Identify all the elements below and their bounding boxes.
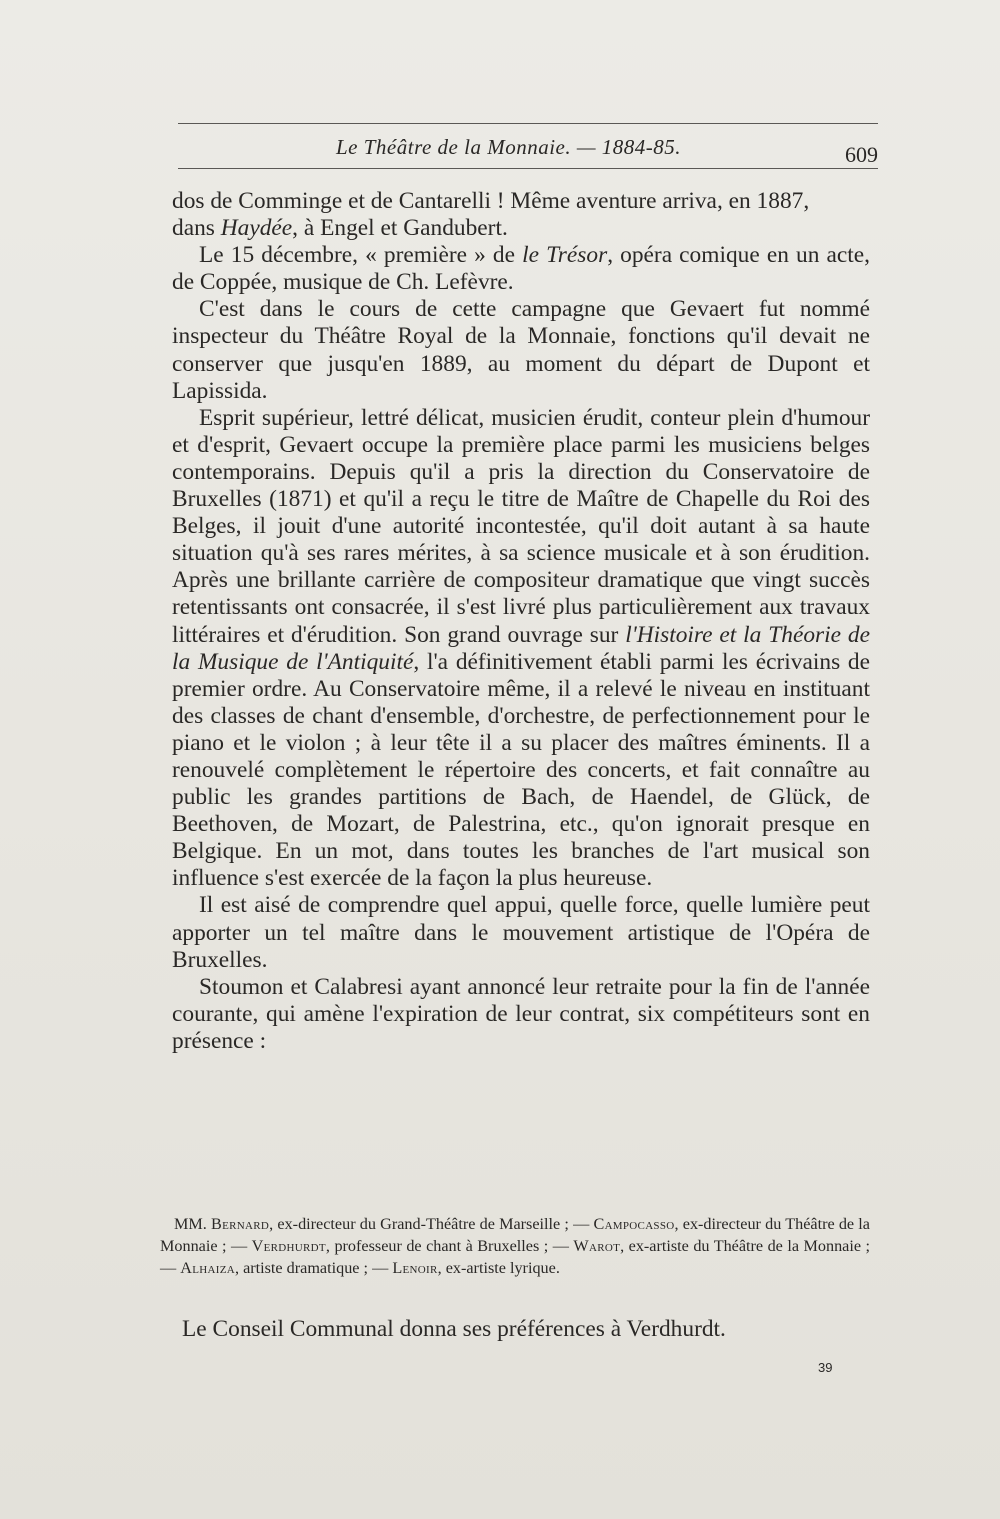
name-alhaiza: Alhaiza xyxy=(180,1259,235,1277)
opera-title-tresor: le Trésor xyxy=(522,242,608,269)
paragraph-3: C'est dans le cours de cette campagne que Gevaert fut nommé inspecteur du Théâtre Royal de la Monnaie, fonctions qu'il devait ne conserver que jusqu'en 1889, au moment du départ de Dupont et Lapissida. xyxy=(172,296,870,404)
footnote xyxy=(160,1213,870,1279)
paragraph-2-text-end: , opéra comique en un acte, de Coppée, musique de Ch. Lefèvre. xyxy=(172,242,870,296)
name-verdhurdt: Verdhurdt xyxy=(251,1237,326,1255)
footnote-text-4: , ex-artiste du Théâtre de la Monnaie ; — xyxy=(160,1237,870,1277)
closing-sentence: Le Conseil Communal donna ses préférences à Verdhurdt. xyxy=(182,1316,726,1342)
name-lenoir: Lenoir xyxy=(392,1259,438,1277)
header-rule-top xyxy=(178,123,878,124)
paragraph-1-text-end: , à Engel et Gandubert. xyxy=(292,215,508,242)
footnote-prefix: MM. xyxy=(174,1215,212,1233)
footnote-text-3: , professeur de chant à Bruxelles ; — xyxy=(325,1237,574,1255)
name-bernard: Bernard xyxy=(211,1215,270,1233)
footnote-text-5: , artiste dramatique ; — xyxy=(234,1259,393,1277)
running-title: Le Théâtre de la Monnaie. — 1884-85. xyxy=(336,135,682,159)
opera-title-haydee: Haydée xyxy=(220,215,293,242)
paragraph-2 xyxy=(172,242,870,296)
paragraph-6: Stoumon et Calabresi ayant annoncé leur retraite pour la fin de l'année courante, qui amène l'expiration de leur contrat, six compétiteurs sont en présence : xyxy=(172,973,870,1054)
paragraph-5: Il est aisé de comprendre quel appui, quelle force, quelle lumière peut apporter un tel maître dans le mouvement artistique de l'Opéra de Bruxelles. xyxy=(172,892,870,973)
main-text xyxy=(172,188,870,1055)
book-title: l'Histoire et la Théorie de la Musique de l'Antiquité xyxy=(172,621,870,675)
footnote-text-6: , ex-artiste lyrique. xyxy=(437,1259,560,1277)
header-rule-bottom xyxy=(178,168,878,169)
paragraph-4 xyxy=(172,405,870,893)
signature-mark: 39 xyxy=(818,1360,833,1375)
name-warot: Warot xyxy=(573,1237,621,1255)
paragraph-4-text-end: , l'a définitivement établi parmi les écrivains de premier ordre. Au Conservatoire même, il a relevé le niveau en instituant des classes de chant d'ensemble, d'orchestre, de perfectionnement pour le piano et le violon ; à leur tête il a su placer des maîtres éminents. Il a renouvelé complètement le répertoire des concerts, et fait connaître au public les grandes partitions de Bach, de Haendel, de Glück, de Beethoven, de Mozart, de Palestrina, etc., qu'on ignorait presque en Belgique. En un mot, dans toutes les branches de l'art musical son influence s'est exercée de la façon la plus heureuse. xyxy=(172,648,871,892)
paragraph-1-text: dans xyxy=(172,215,221,242)
page-number: 609 xyxy=(845,142,878,167)
paragraph-2-text: Le 15 décembre, « première » de xyxy=(199,242,523,269)
page-header xyxy=(178,118,878,174)
footnote-text-2: , ex-directeur du Théâtre de la Monnaie ; — xyxy=(160,1215,870,1255)
paragraph-4-text: Esprit supérieur, lettré délicat, musicien érudit, conteur plein d'humour et d'esprit, Gevaert occupe la première place parmi les musiciens belges contemporains. Depuis qu'il a pris la direction du Conservatoire de Bruxelles (1871) et qu'il a reçu le titre de Maître de Chapelle du Roi des Belges, il jouit d'une autorité incontestée, qu'il doit autant à sa haute situation qu'à ses rares mérites, à sa science musicale et à son érudition. Après une brillante carrière de compositeur dramatique que vingt succès retentissants ont consacrée, il s'est livré plus particulièrement aux travaux littéraires et d'érudition. Son grand ouvrage sur xyxy=(172,404,870,648)
paragraph-1-line1: dos de Comminge et de Cantarelli ! Même aventure arriva, en 1887, xyxy=(172,188,810,214)
paragraph-1 xyxy=(172,188,870,242)
footnote-text-1: , ex-directeur du Grand-Théâtre de Marseille ; — xyxy=(269,1215,594,1233)
name-campocasso: Campocasso xyxy=(593,1215,675,1233)
